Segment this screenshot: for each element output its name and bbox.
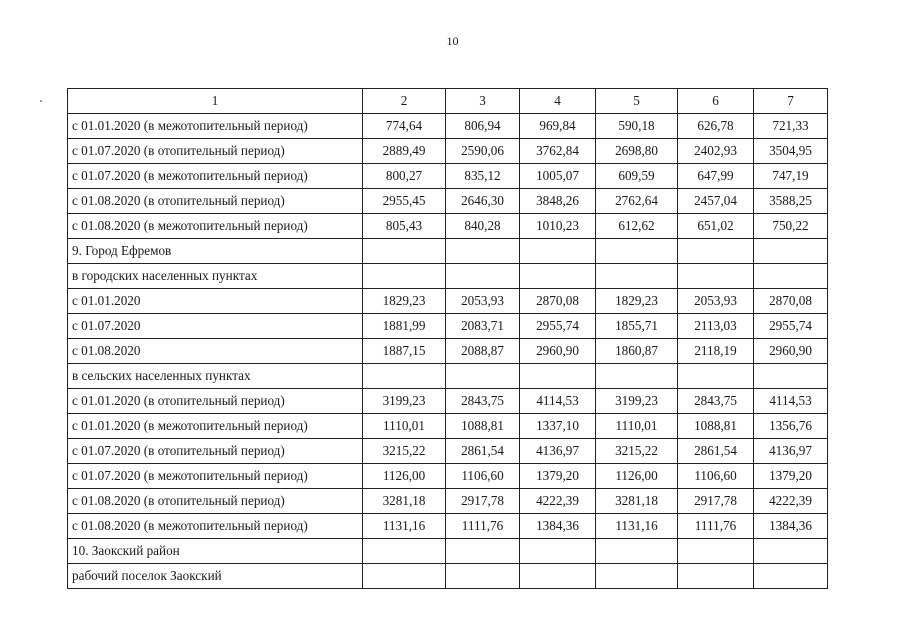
row-label: с 01.07.2020 (в отопительный период) xyxy=(68,439,363,464)
row-label: с 01.08.2020 (в отопительный период) xyxy=(68,189,363,214)
table-cell: 806,94 xyxy=(446,114,520,139)
table-cell: 2698,80 xyxy=(596,139,678,164)
row-label: в сельских населенных пунктах xyxy=(68,364,363,389)
row-label: с 01.01.2020 (в межотопительный период) xyxy=(68,414,363,439)
table-cell: 1881,99 xyxy=(363,314,446,339)
table-cell xyxy=(596,539,678,564)
table-cell: 1131,16 xyxy=(596,514,678,539)
column-header: 7 xyxy=(754,89,828,114)
table-cell: 1887,15 xyxy=(363,339,446,364)
table-cell: 651,02 xyxy=(678,214,754,239)
table-cell xyxy=(520,539,596,564)
table-row xyxy=(68,514,828,539)
table-cell: 2053,93 xyxy=(446,289,520,314)
row-label: с 01.01.2020 xyxy=(68,289,363,314)
table-cell: 2053,93 xyxy=(678,289,754,314)
table-cell xyxy=(754,239,828,264)
row-label: 10. Заокский район xyxy=(68,539,363,564)
table-cell xyxy=(520,264,596,289)
table-cell xyxy=(446,539,520,564)
table-cell xyxy=(596,239,678,264)
table-cell: 1111,76 xyxy=(446,514,520,539)
table-cell xyxy=(678,364,754,389)
column-header: 1 xyxy=(68,89,363,114)
table-cell: 1088,81 xyxy=(678,414,754,439)
table-cell: 800,27 xyxy=(363,164,446,189)
table-cell: 2960,90 xyxy=(520,339,596,364)
table-row xyxy=(68,364,828,389)
table-row xyxy=(68,439,828,464)
table-cell: 4114,53 xyxy=(520,389,596,414)
table-cell: 2402,93 xyxy=(678,139,754,164)
row-label: с 01.08.2020 xyxy=(68,339,363,364)
table-cell: 747,19 xyxy=(754,164,828,189)
table-cell xyxy=(520,364,596,389)
row-label: рабочий поселок Заокский xyxy=(68,564,363,589)
table-cell: 3281,18 xyxy=(596,489,678,514)
table-cell: 4222,39 xyxy=(754,489,828,514)
table-cell: 609,59 xyxy=(596,164,678,189)
table-cell: 1829,23 xyxy=(363,289,446,314)
table-cell: 2118,19 xyxy=(678,339,754,364)
table-row xyxy=(68,239,828,264)
column-header: 3 xyxy=(446,89,520,114)
table-cell: 1855,71 xyxy=(596,314,678,339)
table-cell: 3199,23 xyxy=(596,389,678,414)
table-cell: 590,18 xyxy=(596,114,678,139)
table-cell: 3215,22 xyxy=(596,439,678,464)
table-cell: 750,22 xyxy=(754,214,828,239)
column-header: 2 xyxy=(363,89,446,114)
table-cell xyxy=(446,264,520,289)
table-cell: 2917,78 xyxy=(678,489,754,514)
table-cell: 4136,97 xyxy=(520,439,596,464)
row-label: с 01.07.2020 xyxy=(68,314,363,339)
table-row xyxy=(68,539,828,564)
table-cell: 4114,53 xyxy=(754,389,828,414)
table-cell: 2960,90 xyxy=(754,339,828,364)
table-cell: 612,62 xyxy=(596,214,678,239)
table-row xyxy=(68,264,828,289)
table-cell: 721,33 xyxy=(754,114,828,139)
table-cell xyxy=(754,539,828,564)
table-row xyxy=(68,564,828,589)
table-row xyxy=(68,389,828,414)
table-cell xyxy=(520,564,596,589)
table-cell: 1088,81 xyxy=(446,414,520,439)
table-cell xyxy=(363,564,446,589)
table-cell: 774,64 xyxy=(363,114,446,139)
table-cell: 1111,76 xyxy=(678,514,754,539)
table-cell xyxy=(678,539,754,564)
table-cell: 1106,60 xyxy=(678,464,754,489)
table-cell: 3281,18 xyxy=(363,489,446,514)
table-cell xyxy=(754,564,828,589)
row-label: с 01.08.2020 (в межотопительный период) xyxy=(68,214,363,239)
table-cell xyxy=(754,364,828,389)
table-cell: 3215,22 xyxy=(363,439,446,464)
column-header: 5 xyxy=(596,89,678,114)
table-cell: 1384,36 xyxy=(520,514,596,539)
table-cell: 2457,04 xyxy=(678,189,754,214)
table-cell: 1379,20 xyxy=(520,464,596,489)
table-cell: 1010,23 xyxy=(520,214,596,239)
table-cell xyxy=(363,364,446,389)
table-cell: 840,28 xyxy=(446,214,520,239)
table-cell xyxy=(596,364,678,389)
table-row xyxy=(68,189,828,214)
table-cell: 1829,23 xyxy=(596,289,678,314)
table-cell: 2955,74 xyxy=(520,314,596,339)
table-row xyxy=(68,339,828,364)
table-row xyxy=(68,114,828,139)
table-cell: 2113,03 xyxy=(678,314,754,339)
table-cell: 2590,06 xyxy=(446,139,520,164)
table-cell xyxy=(678,564,754,589)
table-cell: 3588,25 xyxy=(754,189,828,214)
table-cell: 2083,71 xyxy=(446,314,520,339)
page-number: 10 xyxy=(446,34,459,48)
table-cell: 2889,49 xyxy=(363,139,446,164)
table-row xyxy=(68,314,828,339)
column-header: 6 xyxy=(678,89,754,114)
table-cell: 647,99 xyxy=(678,164,754,189)
table-cell: 2870,08 xyxy=(520,289,596,314)
table-header-row xyxy=(68,89,828,114)
table-cell: 1005,07 xyxy=(520,164,596,189)
table-cell xyxy=(446,564,520,589)
table-row xyxy=(68,164,828,189)
table-cell xyxy=(596,564,678,589)
table-cell: 3504,95 xyxy=(754,139,828,164)
table-row xyxy=(68,214,828,239)
table-cell: 2088,87 xyxy=(446,339,520,364)
table-body xyxy=(68,89,828,589)
table-cell: 1106,60 xyxy=(446,464,520,489)
table-cell xyxy=(363,239,446,264)
table-cell: 1860,87 xyxy=(596,339,678,364)
table-cell: 2861,54 xyxy=(678,439,754,464)
table-cell: 3762,84 xyxy=(520,139,596,164)
table-cell: 835,12 xyxy=(446,164,520,189)
table-cell: 969,84 xyxy=(520,114,596,139)
table-cell xyxy=(678,239,754,264)
table-cell xyxy=(596,264,678,289)
table-cell: 2917,78 xyxy=(446,489,520,514)
tariff-table xyxy=(67,88,828,589)
table-cell: 4136,97 xyxy=(754,439,828,464)
table-cell: 1356,76 xyxy=(754,414,828,439)
row-label: в городских населенных пунктах xyxy=(68,264,363,289)
table-cell xyxy=(754,264,828,289)
table-cell: 2955,45 xyxy=(363,189,446,214)
table-cell xyxy=(446,239,520,264)
table-row xyxy=(68,139,828,164)
row-label: 9. Город Ефремов xyxy=(68,239,363,264)
table-cell: 2843,75 xyxy=(446,389,520,414)
table-cell: 1126,00 xyxy=(363,464,446,489)
table-cell xyxy=(363,539,446,564)
row-label: с 01.08.2020 (в отопительный период) xyxy=(68,489,363,514)
table-row xyxy=(68,464,828,489)
table-cell: 1337,10 xyxy=(520,414,596,439)
table-cell: 1126,00 xyxy=(596,464,678,489)
table-cell: 2861,54 xyxy=(446,439,520,464)
table-cell: 1110,01 xyxy=(596,414,678,439)
row-label: с 01.01.2020 (в межотопительный период) xyxy=(68,114,363,139)
table-row xyxy=(68,289,828,314)
table-cell: 2955,74 xyxy=(754,314,828,339)
table-cell: 1110,01 xyxy=(363,414,446,439)
table-cell: 1384,36 xyxy=(754,514,828,539)
row-label: с 01.07.2020 (в отопительный период) xyxy=(68,139,363,164)
table-row xyxy=(68,414,828,439)
table-row xyxy=(68,489,828,514)
table-cell: 626,78 xyxy=(678,114,754,139)
row-label: с 01.01.2020 (в отопительный период) xyxy=(68,389,363,414)
row-label: с 01.07.2020 (в межотопительный период) xyxy=(68,164,363,189)
table-cell xyxy=(446,364,520,389)
table-cell: 805,43 xyxy=(363,214,446,239)
column-header: 4 xyxy=(520,89,596,114)
table-cell xyxy=(520,239,596,264)
table-cell: 2843,75 xyxy=(678,389,754,414)
table-cell: 2870,08 xyxy=(754,289,828,314)
table-cell: 2646,30 xyxy=(446,189,520,214)
table-cell xyxy=(363,264,446,289)
table-cell: 3848,26 xyxy=(520,189,596,214)
table-cell: 1379,20 xyxy=(754,464,828,489)
row-label: с 01.08.2020 (в межотопительный период) xyxy=(68,514,363,539)
table-cell: 3199,23 xyxy=(363,389,446,414)
row-label: с 01.07.2020 (в межотопительный период) xyxy=(68,464,363,489)
table-cell: 2762,64 xyxy=(596,189,678,214)
table-cell: 1131,16 xyxy=(363,514,446,539)
table-cell xyxy=(678,264,754,289)
scan-speck xyxy=(40,100,42,102)
table-cell: 4222,39 xyxy=(520,489,596,514)
